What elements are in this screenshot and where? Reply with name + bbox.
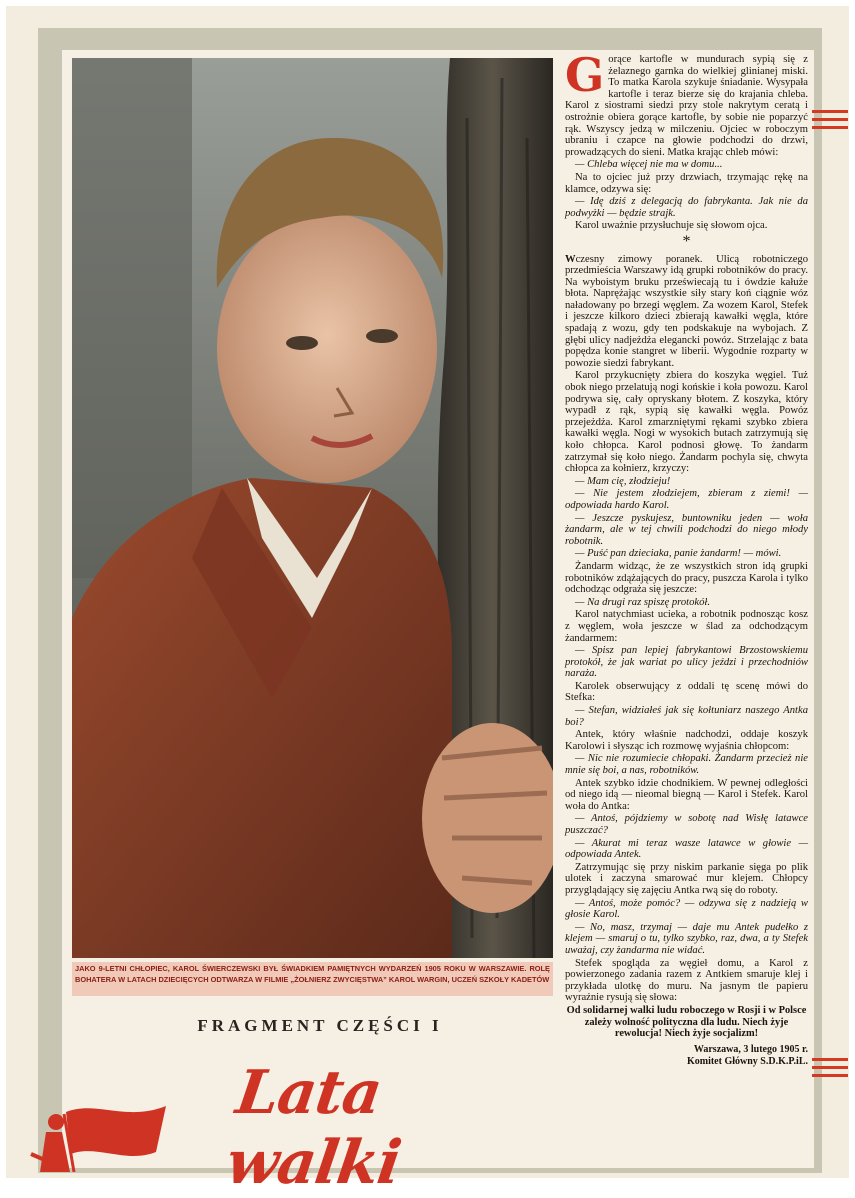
page-title: Lata walki (222, 1058, 405, 1198)
article-paragraph: Wczesny zimowy poranek. Ulicą robotniczego przedmieścia Warszawy idą grupki robotników do pracy. Na wyboistym bruku przeświecają tu i ówdzie kałuże błota. Naprężając wszystkie siły stary koń ciągnie wóz naładowany po brzegi węglem. Za wozem Karol, Stefek i jeszcze kilkoro dzieci zbierają kawałki węgla, które spadają z wozu, gdy ten podskakuje na wybojach. Z głębi ulicy nadjeżdża elegancki powóz. Strzelając z bata popędza konie stangret w liberii. Wygodnie rozparty w powozie siedzi fabrykant. (565, 253, 808, 369)
article-paragraph: Na to ojciec już przy drzwiach, trzymając rękę na klamce, odzywa się: (565, 171, 808, 195)
dialogue-line: — Na drugi raz spiszę protokół. (575, 596, 710, 608)
flag-logo-icon (26, 1092, 176, 1172)
photo-caption: JAKO 9-LETNI CHŁOPIEC, KAROL ŚWIERCZEWSKI BYŁ ŚWIADKIEM PAMIĘTNYCH WYDARZEŃ 1905 ROKU W WARSZAWIE. ROLĘ BOHATERA W LATACH DZIECIĘCYCH ODTWARZA W FILMIE „ŻOŁNIERZ ZWYCIĘSTWA” KAROL WARGIN, UCZEŃ SZKOŁY KADETÓW (72, 962, 553, 996)
leaflet-signature: Komitet Główny S.D.K.P.iL. (686, 1056, 808, 1068)
section-divider-star: * (682, 232, 691, 250)
article-paragraph: Karol uważnie przysłuchuje się słowom ojca. (575, 220, 768, 232)
dialogue-line: — Jeszcze pyskujesz, buntowniku jeden — woła żandarm, ale w tej chwili podchodzi do niego młody robotnik. (565, 512, 808, 547)
dialogue-line: — Nie jestem złodziejem, zbieram z ziemi! — odpowiada hardo Karol. (565, 488, 808, 511)
article-paragraph: Karolek obserwujący z oddali tę scenę mówi do Stefka: (565, 680, 808, 704)
dialogue-line: — Spisz pan lepiej fabrykantowi Brzostowskiemu protokół, że jak wariat po ulicy jeździ i przechodniów naraża. (565, 645, 808, 680)
drop-cap: G (565, 48, 605, 102)
initial-letter: W (565, 253, 576, 265)
dialogue-line: — Idę dziś z delegacją do fabrykanta. Jak nie da podwyżki — będzie strajk. (565, 196, 808, 219)
dialogue-line: — Chleba więcej nie ma w domu... (575, 159, 723, 171)
dialogue-line: — Puść pan dzieciaka, panie żandarm! — mówi. (575, 548, 782, 560)
dialogue-line: — Akurat mi teraz wasze latawce w głowie — odpowiada Antek. (565, 837, 808, 861)
article-paragraph: Gorące kartofle w mundurach sypią się z żelaznego garnka do wielkiej glinianej miski. To matka Karola szykuje śniadanie. Wysypała kartofle i teraz bierze się do krajania chleba. Karol z siostrami siedzi przy stole nakrytym ceratą i ostrożnie obiera gorące kartofle, by sobie nie poparzyć rąk. Wszyscy jedzą w milczeniu. Ojciec w roboczym ubraniu i czapce na głowie podchodzi do drzwi, prowadzących do sieni. Matka krając chleb mówi: (565, 48, 808, 158)
article-paragraph: Żandarm widząc, że ze wszystkich stron idą grupki robotników zdążających do pracy, puszcza Karola i tylko odchodząc odgraża się jeszcze: (565, 560, 808, 596)
dialogue-line: — Antoś, może pomóc? — odzywa się z nadzieją w głosie Karol. (565, 897, 808, 921)
article-paragraph: Antek, który właśnie nadchodzi, oddaje koszyk Karolowi i słysząc ich rozmowę wyjaśnia chłopcom: (565, 729, 808, 752)
dialogue-line: — Nic nie rozumiecie chłopaki. Żandarm przecież nie mnie się boi, a nas, robotników. (565, 753, 808, 777)
article-body (565, 48, 808, 1069)
dialogue-line: — Stefan, widziałeś jak się kołtuniarz naszego Antka boi? (565, 705, 808, 728)
red-stripes-bottom (812, 1058, 848, 1082)
article-paragraph: Karol natychmiast ucieka, a robotnik podnosząc kosz z węglem, woła jeszcze w ślad za odchodzącym żandarmem: (565, 609, 808, 644)
dialogue-line: — Mam cię, złodzieju! (575, 475, 671, 487)
fragment-label: FRAGMENT CZĘŚCI I (197, 1016, 443, 1035)
article-paragraph: Stefek spogląda za węgieł domu, a Karol z powierzonego zadania razem z Antkiem smaruje klej i przykłada ulotkę do muru. Na jasnym tle papieru wyraźnie rysują się słowa: (565, 957, 808, 1004)
photo-boy-at-tree (72, 58, 553, 958)
leaflet-date: Warszawa, 3 lutego 1905 r. (693, 1043, 808, 1055)
article-paragraph: Antek szybko idzie chodnikiem. W pewnej odległości od niego idą — nieomal biegną — Karol i Stefek. Karol woła do Antka: (565, 777, 808, 812)
dialogue-line: — No, masz, trzymaj — daje mu Antek pudełko z klejem — smaruj o tu, tylko szybko, raz, dwa, a ty Stefek uważaj, czy żandarma nie widać. (565, 921, 808, 956)
red-stripes-top (812, 110, 848, 134)
article-paragraph: Karol przykucnięty zbiera do koszyka węgiel. Tuż obok niego przelatują nogi końskie i koła powozu. Karol podrywa się, cały opryskany błotem. Z koszyka, który wypadł z rąk, sypią się kawałki węgla. Powóz przejeżdża. Karol zmarzniętymi rękami szybko zbiera kawałki węgla. Nogi w wysokich butach zatrzymują się koło chłopca. Karol podnosi głowę. To żandarm zatrzymał się koło niego. Żandarm pochyla się, chwyta chłopca za kołnierz, krzyczy: (565, 370, 808, 475)
leaflet-declaration: Od solidarnej walki ludu roboczego w Rosji i w Polsce zależy wolność polityczna dla ludu. Niech żyje rewolucja! Niech żyje socjalizm! (566, 1004, 807, 1040)
article-paragraph: Zatrzymując się przy niskim parkanie sięga po plik ulotek i zaczyna smarować mur klejem. Chłopcy przyglądający się zajęciu Antka rwą się do roboty. (565, 861, 808, 896)
dialogue-line: — Antoś, pójdziemy w sobotę nad Wisłę latawce puszczać? (565, 813, 808, 836)
